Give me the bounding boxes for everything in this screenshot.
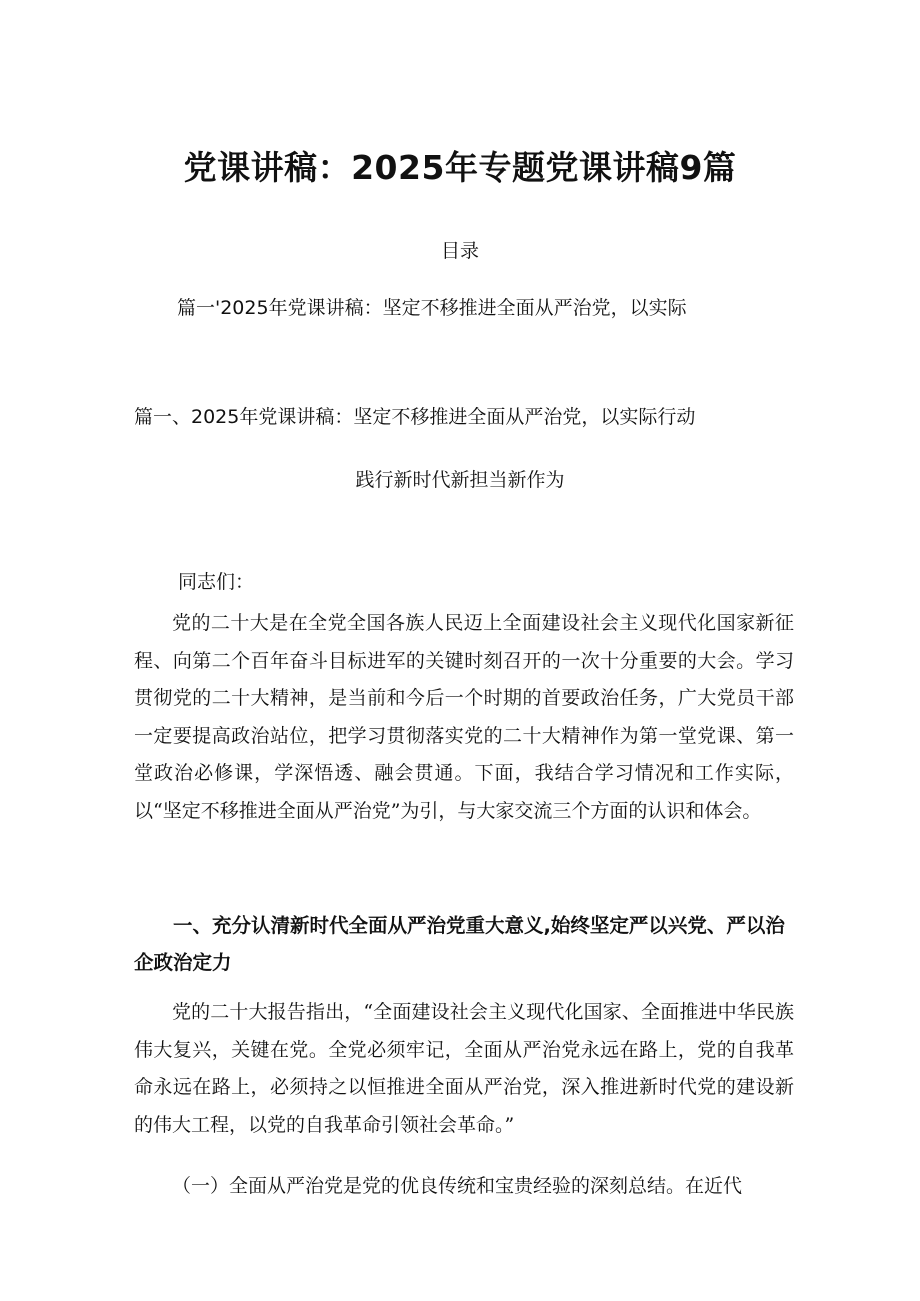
toc-item-1[interactable]: 篇一'2025年党课讲稿：坚定不移推进全面从严治党，以实际	[177, 297, 687, 319]
section-title-line-1: 篇一、2025年党课讲稿：坚定不移推进全面从严治党，以实际行动	[134, 406, 696, 428]
section-heading-1: 一、充分认清新时代全面从严治党重大意义,始终坚定严以兴党、严以治企政治定力	[134, 914, 785, 974]
document-title: 党课讲稿：2025年专题党课讲稿9篇	[183, 148, 737, 187]
body-paragraph-3: （一）全面从严治党是党的优良传统和宝贵经验的深刻总结。在近代	[172, 1175, 743, 1197]
salutation: 同志们：	[178, 571, 255, 593]
toc-heading: 目录	[440, 240, 479, 262]
section-title-line-2: 践行新时代新担当新作为	[355, 469, 565, 491]
body-paragraph-2: 党的二十大报告指出，“全面建设社会主义现代化国家、全面推进中华民族伟大复兴，关键在党。全党必须牢记，全面从严治党永远在路上，党的自我革命永远在路上，必须持之以恒推进全面从严治党，深入推进新时代党的建设新的伟大工程，以党的自我革命引领社会革命。”	[134, 1001, 794, 1136]
body-paragraph-1: 党的二十大是在全党全国各族人民迈上全面建设社会主义现代化国家新征程、向第二个百年奋斗目标进军的关键时刻召开的一次十分重要的大会。学习贯彻党的二十大精神，是当前和今后一个时期的首要政治任务，广大党员干部一定要提高政治站位，把学习贯彻落实党的二十大精神作为第一堂党课、第一堂政治必修课，学深悟透、融会贯通。下面，我结合学习情况和工作实际，以“坚定不移推进全面从严治党”为引，与大家交流三个方面的认识和体会。	[134, 612, 794, 822]
